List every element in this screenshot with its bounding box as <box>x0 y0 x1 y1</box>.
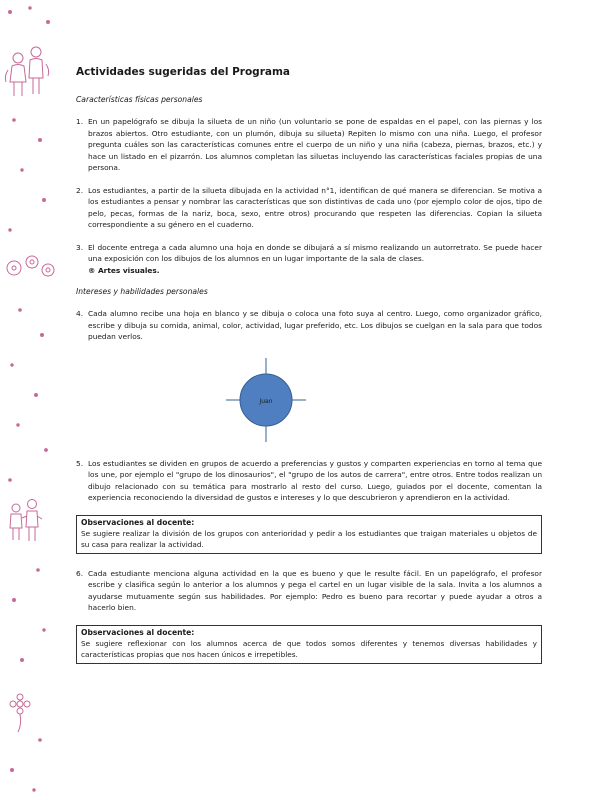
activity-number: 6. <box>76 568 84 578</box>
section-heading-interests: Intereses y habilidades personales <box>76 287 208 296</box>
activity-item-4 <box>76 308 542 343</box>
activity-number: 1. <box>76 117 84 126</box>
family-figures-illustration <box>10 500 42 542</box>
observations-title: Observaciones al docente: <box>81 627 195 637</box>
activity-number: 5. <box>76 458 84 468</box>
activity-text: Los estudiantes se dividen en grupos de acuerdo a preferencias y gustos y comparten experiencias en torno al tema que los une, por ejemplo el "grupo de los dinosaurios", el "grupo de los autos de carrera", entre otros. Entre todos realizan un dibujo relacionado con su temática para mostrarlo al resto del curso. Luego, guiados por el docente, comentan la experiencia reconociendo la diversidad de gustos e intereses y lo que descubrieron y aprendieron en la actividad. <box>88 458 542 502</box>
activity-item-3 <box>76 242 542 277</box>
document-body <box>76 66 542 678</box>
activity-item-5 <box>76 458 542 504</box>
graphic-organizer-svg <box>76 354 542 446</box>
section-heading-physical: Características físicas personales <box>76 95 203 104</box>
activity-text: Cada alumno recibe una hoja en blanco y se dibuja o coloca una foto suya al centro. Luego, como organizador gráfico, escribe y dibuja su comida, animal, color, actividad, lugar preferido, etc. Los dibujos se cuelgan en la sala para que todos puedan verlos. <box>88 309 542 341</box>
page-title: Actividades sugeridas del Programa <box>76 66 290 78</box>
subject-tag: ® Artes visuales. <box>88 265 160 275</box>
center-label: Juan <box>259 397 273 405</box>
decorative-sidebar <box>0 0 60 800</box>
activity-item-6 <box>76 568 542 614</box>
observations-text: Se sugiere reflexionar con los alumnos acerca de que todos somos diferentes y tenemos diversas habilidades y características propias que nos hacen únicos e irrepetibles. <box>81 638 537 659</box>
bubbles-illustration <box>7 256 54 276</box>
activity-number: 3. <box>76 242 84 252</box>
teacher-observations-box-2 <box>76 625 542 664</box>
flower-illustration <box>10 694 30 732</box>
children-figures-illustration <box>5 47 48 96</box>
activity-text: Cada estudiante menciona alguna actividad en la que es bueno y que le resulte fácil. En un papelógrafo, el profesor escribe y clasifica según lo anterior a los alumnos y pega el cartel en un lugar visible de la sala. Invita a los alumnos a ayudarse mutuamente según sus habilidades. Por ejemplo: Pedro es bueno para recortar y puede ayudar a otros a hacerlo bien. <box>88 568 542 612</box>
activity-item-1 <box>76 116 542 174</box>
observations-title: Observaciones al docente: <box>81 517 195 527</box>
activity-text: Los estudiantes, a partir de la silueta dibujada en la actividad n°1, identifican de qué manera se diferencian. Se motiva a los estudiantes a pensar y nombrar las características que son distintivas de cada uno (por ejemplo color de ojos, tipo de pelo, pecas, formas de la nariz, boca, sexo, entre otros) procurando que respeten las diferencias. Copian la silueta correspondiente a su género en el cuaderno. <box>88 185 542 229</box>
activity-number: 2. <box>76 185 84 195</box>
teacher-observations-box-1 <box>76 515 542 554</box>
activity-item-2 <box>76 185 542 231</box>
observations-text: Se sugiere realizar la división de los grupos con anterioridad y pedir a los estudiantes que traigan materiales u objetos de su casa para realizar la actividad. <box>81 528 537 549</box>
activity-text: El docente entrega a cada alumno una hoja en donde se dibujará a sí mismo realizando un autorretrato. Se puede hacer una exposición con los dibujos de los alumnos en un lugar importante de la sala de clases. <box>88 242 542 263</box>
graphic-organizer-diagram <box>76 354 542 446</box>
activity-text: En un papelógrafo se dibuja la silueta de un niño (un voluntario se pone de espaldas en el papel, con las piernas y los brazos abiertos. Otro estudiante, con un plumón, dibuja su silueta) Repiten lo mismo con una niña. Luego, el profesor pregunta cuáles son las características comunes entre el cuerpo de un niño y una niña (cabeza, piernas, brazos, etc.) y hace un listado en el pizarrón. Los alumnos completan las siluetas incluyendo las características faciales propias de una persona. <box>88 117 542 172</box>
activity-number: 4. <box>76 309 84 318</box>
